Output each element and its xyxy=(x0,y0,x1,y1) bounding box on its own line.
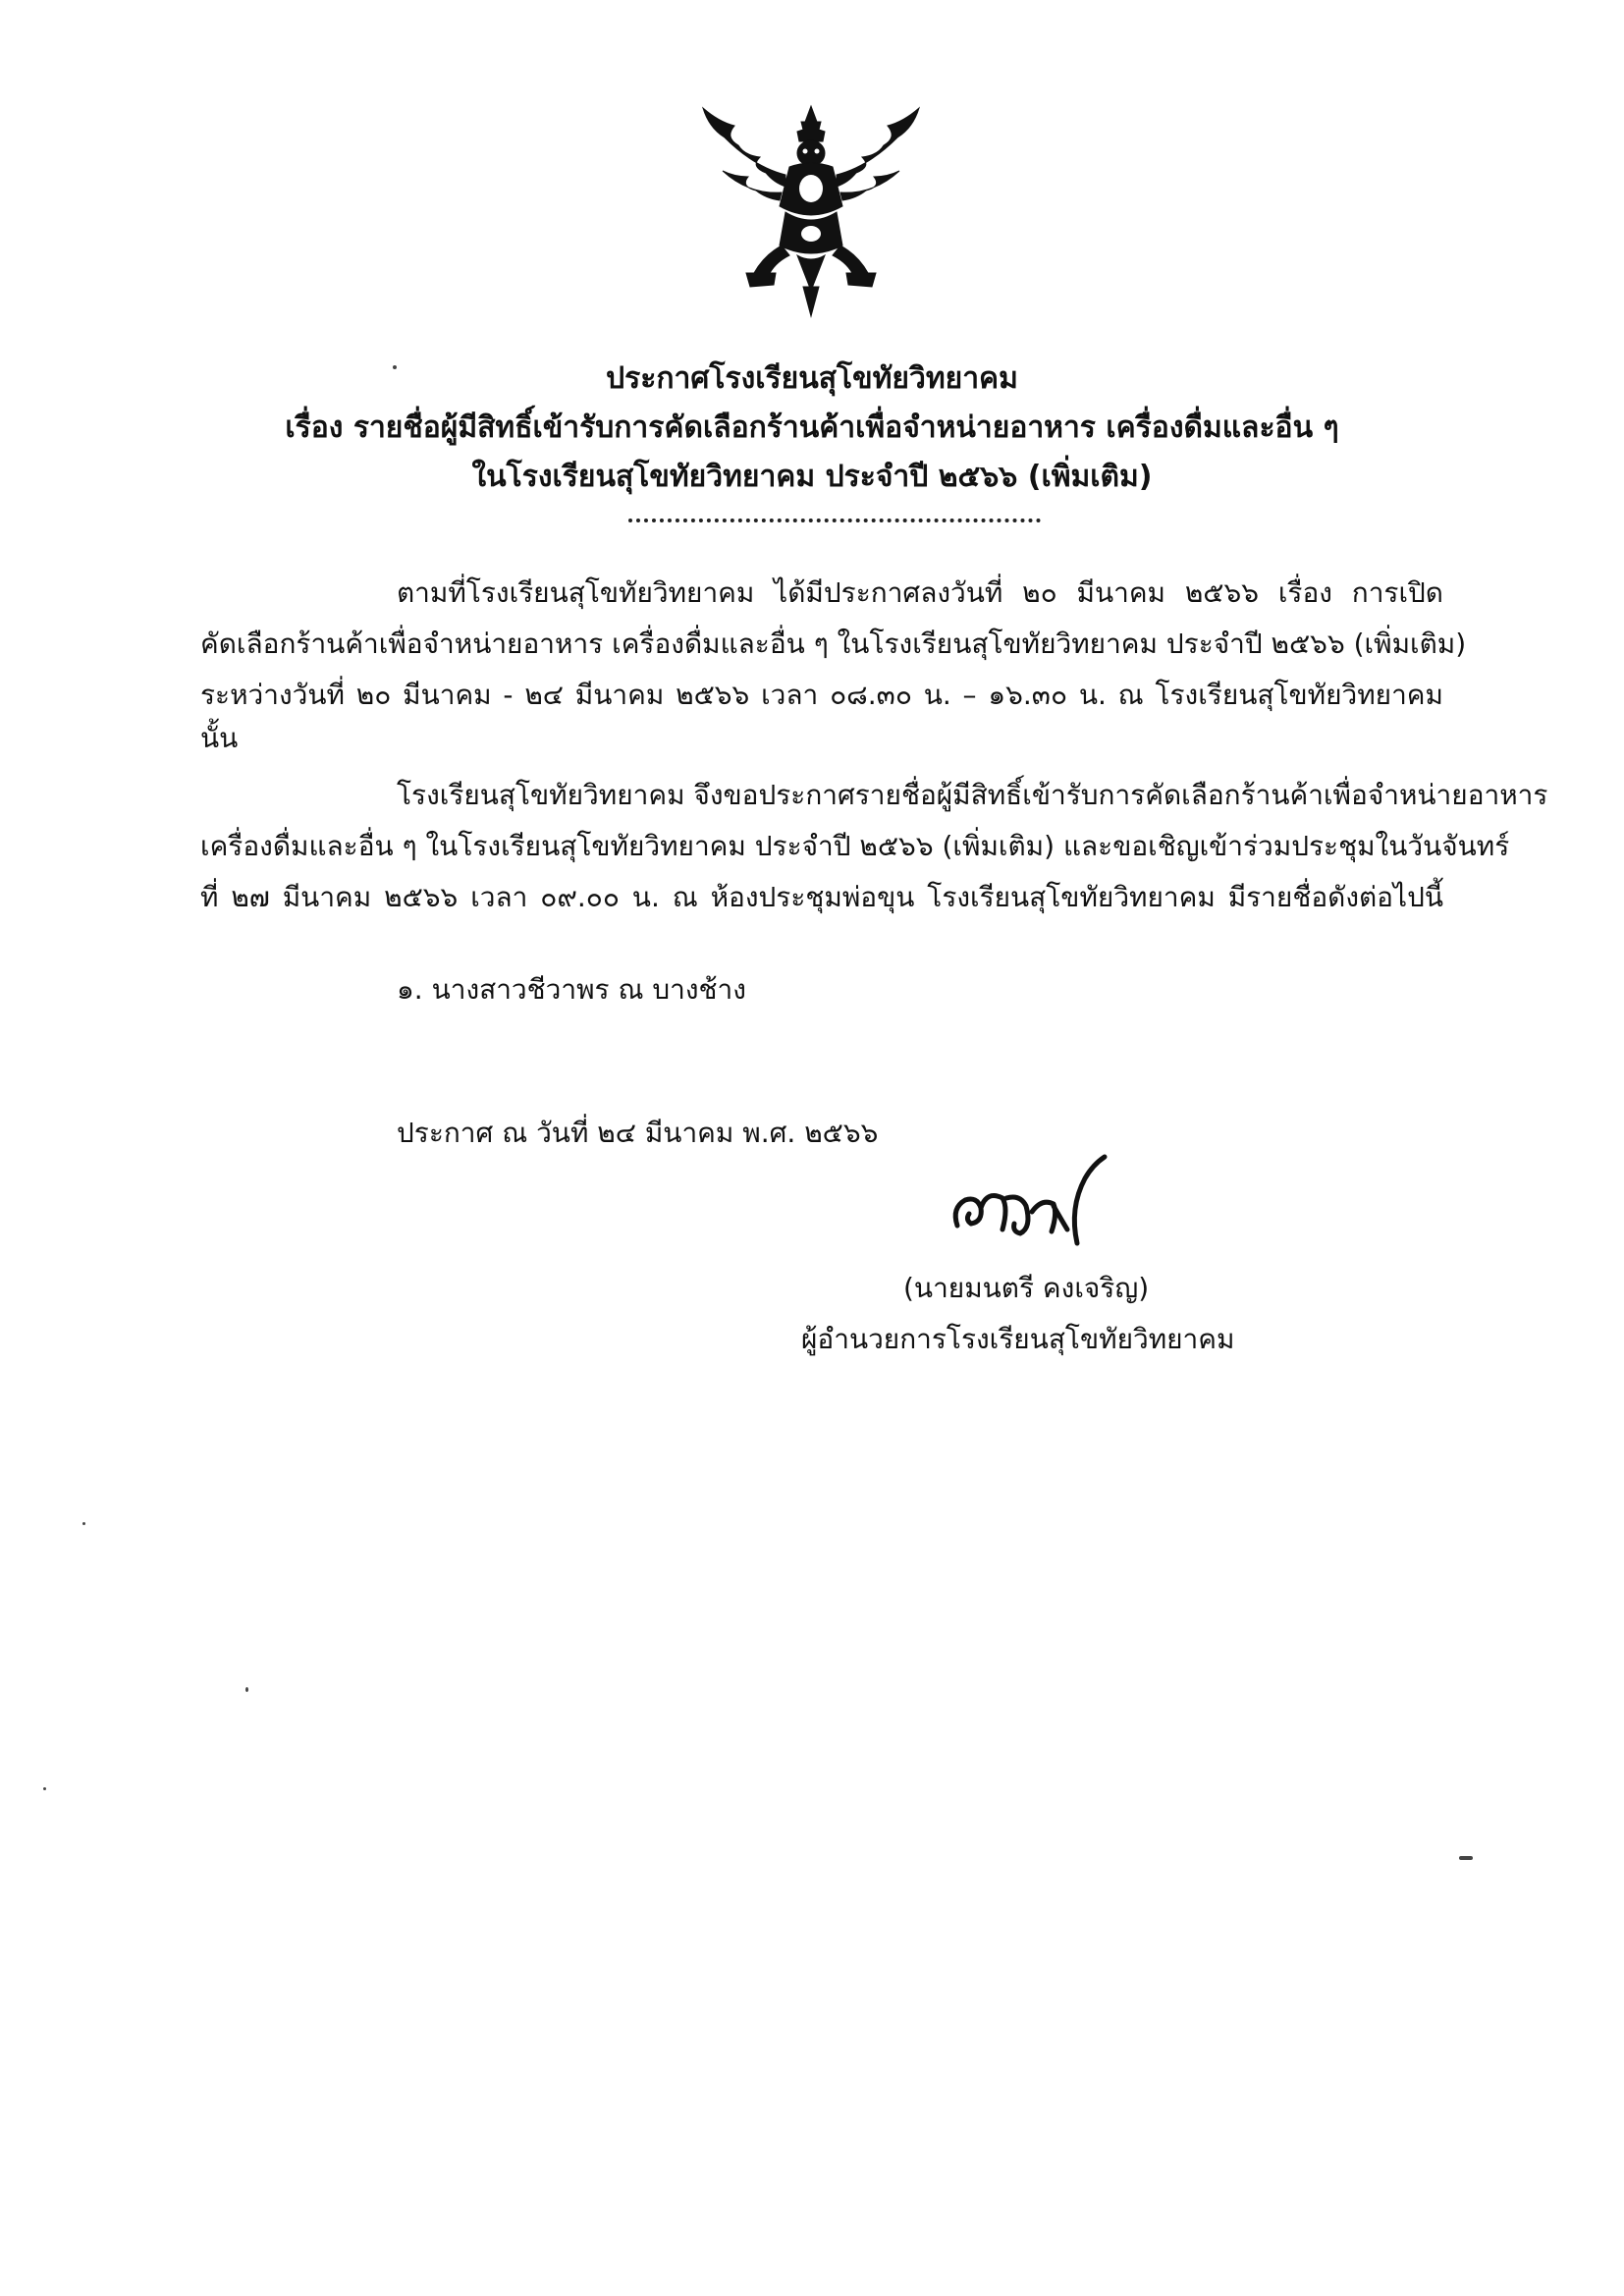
signatory-position: ผู้อำนวยการโรงเรียนสุโขทัยวิทยาคม xyxy=(801,1323,1235,1355)
garuda-emblem-icon xyxy=(695,98,927,322)
paragraph-2-line-1: โรงเรียนสุโขทัยวิทยาคม จึงขอประกาศรายชื่อผู้มีสิทธิ์เข้ารับการคัดเลือกร้านค้าเพื่อจำหน่ายอาหาร xyxy=(397,779,1548,811)
announcement-title: ประกาศโรงเรียนสุโขทัยวิทยาคม xyxy=(606,361,1018,396)
announce-date: ประกาศ ณ วันที่ ๒๔ มีนาคม พ.ศ. ๒๕๖๖ xyxy=(397,1117,879,1149)
paragraph-1-line-3: ระหว่างวันที่ ๒๐ มีนาคม - ๒๔ มีนาคม ๒๕๖๖ เวลา ๐๘.๓๐ น. – ๑๖.๓๐ น. ณ โรงเรียนสุโขทัยวิทยาคม xyxy=(200,679,1443,711)
signatory-name: (นายมนตรี คงเจริญ) xyxy=(903,1272,1150,1304)
paragraph-1-line-4: นั้น xyxy=(200,722,239,754)
announcement-subject: เรื่อง รายชื่อผู้มีสิทธิ์เข้ารับการคัดเลือกร้านค้าเพื่อจำหน่ายอาหาร เครื่องดื่มและอื่น ๆ xyxy=(285,410,1339,445)
scan-speck xyxy=(82,1522,85,1525)
scan-speck xyxy=(43,1787,46,1790)
list-item: ๑. นางสาวชีวาพร ณ บางช้าง xyxy=(397,973,746,1006)
scan-speck xyxy=(1459,1856,1473,1860)
handwritten-signature xyxy=(947,1149,1124,1257)
paragraph-2-line-2: เครื่องดื่มและอื่น ๆ ในโรงเรียนสุโขทัยวิทยาคม ประจำปี ๒๕๖๖ (เพิ่มเติม) และขอเชิญเข้าร่วมประชุมในวันจันทร์ xyxy=(200,830,1510,862)
announcement-subject-continued: ในโรงเรียนสุโขทัยวิทยาคม ประจำปี ๒๕๖๖ (เพิ่มเติม) xyxy=(471,460,1153,494)
separator-dotted-line xyxy=(628,519,1041,522)
scan-speck xyxy=(245,1687,248,1692)
scan-speck xyxy=(393,365,397,369)
paragraph-1-line-2: คัดเลือกร้านค้าเพื่อจำหน่ายอาหาร เครื่องดื่มและอื่น ๆ ในโรงเรียนสุโขทัยวิทยาคม ประจำปี ๒๕๖๖ (เพิ่มเติม) xyxy=(200,628,1467,660)
paragraph-2-line-3: ที่ ๒๗ มีนาคม ๒๕๖๖ เวลา ๐๙.๐๐ น. ณ ห้องประชุมพ่อขุน โรงเรียนสุโขทัยวิทยาคม มีรายชื่อดังต่อไปนี้ xyxy=(200,881,1443,913)
paragraph-1-line-1: ตามที่โรงเรียนสุโขทัยวิทยาคม ได้มีประกาศลงวันที่ ๒๐ มีนาคม ๒๕๖๖ เรื่อง การเปิด xyxy=(397,576,1443,609)
